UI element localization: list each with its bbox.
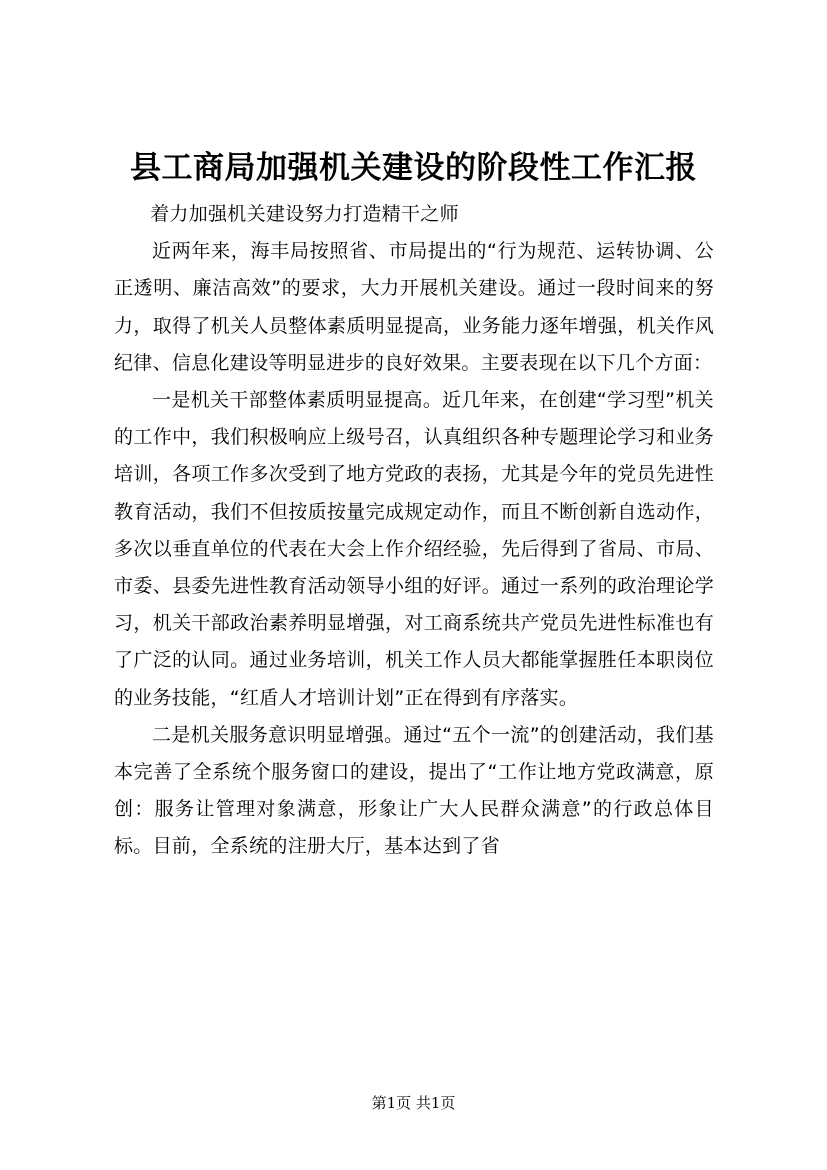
- paragraph-point-one: 一是机关干部整体素质明显提高。近几年来，在创建“学习型”机关的工作中，我们积极响应上级号召，认真组织各种专题理论学习和业务培训，各项工作多次受到了地方党政的表扬，尤其是今年的党员先进性教育活动，我们不但按质按量完成规定动作，而且不断创新自选动作，多次以垂直单位的代表在大会上作介绍经验，先后得到了省局、市局、市委、县委先进性教育活动领导小组的好评。通过一系列的政治理论学习，机关干部政治素养明显增强，对工商系统共产党员先进性标准也有了广泛的认同。通过业务培训，机关工作人员大都能掌握胜任本职岗位的业务技能，“红盾人才培训计划”正在得到有序落实。: [114, 389, 714, 709]
- document-title: 县工商局加强机关建设的阶段性工作汇报: [130, 150, 697, 186]
- page-footer: 第1页 共1页: [371, 1094, 456, 1112]
- document-subtitle: 着力加强机关建设努力打造精干之师: [150, 203, 459, 225]
- paragraph-point-two: 二是机关服务意识明显增强。通过“五个一流”的创建活动，我们基本完善了全系统个服务窗口的建设，提出了“工作让地方党政满意，原创：服务让管理对象满意，形象让广大人民群众满意”的行政总体目标。目前，全系统的注册大厅，基本达到了省: [114, 723, 714, 858]
- paragraph-intro: 近两年来，海丰局按照省、市局提出的“行为规范、运转协调、公正透明、廉洁高效”的要求，大力开展机关建设。通过一段时间来的努力，取得了机关人员整体素质明显提高，业务能力逐年增强，机关作风纪律、信息化建设等明显进步的良好效果。主要表现在以下几个方面：: [114, 240, 714, 374]
- document-body: [114, 196, 714, 866]
